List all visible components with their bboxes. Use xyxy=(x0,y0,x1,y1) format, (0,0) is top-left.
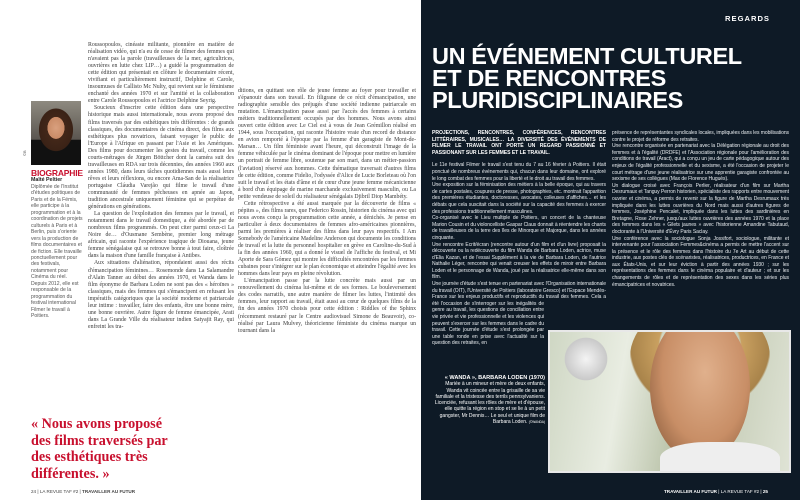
paragraph: Aux situations d'aliénation, répondaient aussi des récits d'émancipation féminines… Rosemonde dans La Salamandre d'Alain Tanner au début des années 1970, et Wanda dans le film éponyme de Barbara Loden ne sont pas des « héroïnes » classiques, mais des femmes qui s'émancipent en refusant les impératifs catégoriques que la société moderne et patriarcale leur intime : travailler, faire des enfants, être une bonne mère, une bonne ouvrière. Autre figure de femme émancipée, Arati dans La Grande Ville du réalisateur indien Satyajit Ray, qui enfreint les tra- xyxy=(88,260,234,330)
paragraph: Une rencontre Ecrit/écran (rencontre autour d'un film et d'un livre) proposait la découverte ou la redécouverte du film Wanda de Barbara Loden, actrice, muse d'Elia Kazan, et de l'essai Supplément à la vie de Barbara Loden, de l'autrice Nathalie Léger, rencontre qui venait creuser les effets de miroir entre Barbara Loden et le personnage de Wanda, joué par la réalisatrice elle-même dans son film. xyxy=(432,241,606,281)
rubric-label: REGARDS xyxy=(725,14,770,23)
section-name: TRAVAILLER AU FUTUR xyxy=(82,489,136,494)
paragraph: Une exposition sur la féminisation des métiers à la belle époque, qui au travers de cartes postales, coupures de presse, photographies, etc. montrait l'apparition des premières étudiantes, doctoresses, avocates, colleuses d'affiches… et les débats que cela suscitait dans la société sur la capacité des femmes à exercer des professions traditionnellement masculines. xyxy=(432,182,606,215)
caption-text: Mariée à un mineur et mère de deux enfants, Wanda vit coincée entre la grisaille de sa vie familiale et la tristesse des terrils pennsylvaniens. Licenciée, refusant les rôles de mère et d'épouse, elle quitte la région en stop et se lie à un petit gangster, Mr Dennis… Le seul et unique film de Barbara Loden. xyxy=(434,381,545,426)
bio-text: Diplômée de l'Institut d'études politiques de Paris et de la Fémis, elle participe à la programmation et à la coordination de projets culturels à Paris et à Berlin, puis s'oriente vers la production de films documentaires et de fiction. Elle travaille ponctuellement pour des festivals, notamment pour Cinéma du réel. Depuis 2012, elle est responsable de la programmation du festival international Filmer le travail à Poitiers. xyxy=(31,184,83,320)
lede: PROJECTIONS, RENCONTRES, CONFÉRENCES, RENCONTRES LITTÉRAIRES, MUSICALES… LA DIVERSITÉ DES ÉVÉNEMENTS DE FILMER LE TRAVAIL ONT PORTÉ UN REGARD PASSIONNÉ ET PASSIONANT SUR LES FEMMES ET LE TRAVAIL. xyxy=(432,130,606,156)
paragraph: La question de l'exploitation des femmes par le travail, et notamment dans le travail domestique, a été abordée par de nombreux films programmés. On peut citer parmi ceux-ci La Noire de… d'Ousmane Sembène, premier long métrage africain, qui raconte l'expérience tragique de Diouana, jeune femme sénégalaise qui se retrouve bonne à tout faire, cloîtrée dans la maison d'une famille française à Antibes. xyxy=(88,211,234,260)
magazine-name: LA REVUE TAF #2 xyxy=(39,489,79,494)
bio-heading: BIOGRAPHIE xyxy=(31,168,83,178)
paragraph: Le 11e festival Filmer le travail s'est tenu du 7 au 16 février à Poitiers. Il était ponctué de nombreux événements qui, chacun dans leur domaine, ont exploré le long combat des femmes pour la liberté et le droit au travail des femmes. xyxy=(432,162,606,182)
page-footer-right: TRAVAILLER AU FUTUR | LA REVUE TAF #2 | 25 xyxy=(663,489,768,494)
photo-caption xyxy=(432,375,545,425)
section-name: TRAVAILLER AU FUTUR xyxy=(663,489,717,494)
paragraph: présence de représentantes syndicales locales, impliquées dans les mobilisations contre le projet de réforme des retraites. xyxy=(612,130,789,143)
article-column-2 xyxy=(238,88,416,335)
paragraph: L'émancipation passe par la lutte concrète mais aussi par un renouvellement du cinéma lui-même et de ses formes. Le bouleversement des codes narratifs, une autre manière de filmer les luttes, l'intimité des femmes, leur rapport au travail, était aussi au cœur de quelques films de la fin des années 1970 choisis pour cette édition : Riddles of the Sphinx (récemment restauré par le Centre audiovisuel Simone de Beauvoir), co-réalisé par Laura Mulvey, théoricienne féministe du cinéma marque un tournant dans la xyxy=(238,278,416,334)
caption-title: « WANDA », BARBARA LODEN (1970) xyxy=(444,375,545,381)
article-title: UN ÉVÉNEMENT CULTUREL ET DE RENCONTRES PLURIDISCIPLINAIRES xyxy=(432,43,742,113)
magazine-name: LA REVUE TAF #2 xyxy=(720,489,760,494)
paragraph: Roussopoulos, cinéaste militante, pionnière en matière de réalisation vidéo, qui n'a eu de cesse de filmer des femmes qui n'avaient pas la parole (travailleuses de la mer, agricultrices, ouvrières en lutte chez LIP…) a guidé la programmation de cette édition qui présentait en clôture le documentaire récent, vivifiant et particulièrement instructif, Delphine et Carole, insoumuses de Callisto Mc Nulty, qui revient sur le féminisme enchanté des années 1970 et sur l'amitié et la collaboration entre Carole Roussopoulos et l'actrice Delphine Seyrig. xyxy=(88,42,234,105)
article-column-2 xyxy=(612,130,789,288)
caption-credit: (©WANDA) xyxy=(528,420,545,425)
paragraph: Soucieux d'inscrire cette édition dans une perspective historique mais aussi internationale, nous avons proposé des films traversés par des esthétiques très différentes : de grands classiques, des documentaires de cinéma direct, des films aux esthétiques plus novatrices, faisant voyager le public de l'Europe à l'Afrique en passant par l'Asie et les Amériques. Des films pour documenter les gestes du travail, comme les courts-métrages de Jürgen Böttcher dont la caméra suit des travailleuses en RDA sur trois décennies, des années 1960 aux années 1980, dans leurs tâches quotidiennes mais aussi leurs rêves et leurs réflexions, ou encore Ama-San de la réalisatrice portugaise Cláudia Varejão qui filme le travail d'une communauté de femmes pêcheuses en apnée au Japon, tradition ancestrale uniquement féminine qui se perpétue de générations en générations. xyxy=(88,105,234,211)
paragraph: Une rencontre organisée en partenariat avec la Délégation régionale au droit des femmes et à l'égalité (DRDFE) et l'Association régionale pour l'amélioration des conditions de travail (Aract), qui a conçu un jeu de carte pédagogique autour des enjeux de l'égalité professionnelle et du sexisme, a été l'occasion de projeter le court métrage d'une jeune réalisatrice sur une apprentie garagiste confrontée au sexisme de ses collègues (Max de Florence Huguès). xyxy=(612,143,789,183)
article-column-1 xyxy=(88,42,234,331)
photo-credit: ©B xyxy=(22,150,27,156)
paragraph: Un dialogue croisé avec François Perlier, réalisateur d'un film sur Martha Desrumaux et Tanguy Perron historien, spécialiste des rapports entre mouvement ouvrier et cinéma, a permis de revenir sur la figure de Martha Desrumaux très impliquée dans les luttes ouvrières du Nord mais aussi d'autres figures de femmes, Joséphine Pencalet, impliquée dans les luttes des sardinières en Bretagne, Rose Zehner, jusqu'aux luttes ouvrières des années 1970 et la place des femmes dans les « Gilets jaunes » avec l'historienne Amandine Tabutaud, doctorante à l'Université d'Évry Paris Saclay. xyxy=(612,182,789,235)
bio-name: Maïté Peltier xyxy=(31,177,63,183)
page-footer-left: 24 | LA REVUE TAF #2 | TRAVAILLER AU FUTUR xyxy=(31,489,136,494)
right-page xyxy=(421,0,800,500)
paragraph: Une journée d'étude s'est tenue en partenariat avec l'Organisation internationale du travail (OIT), l'Université de Poitiers (laboratoire Gresco) et l'Espace Mendès-France sur les enjeux productifs et reproductifs du travail des femmes. Cela a été l'occasion de s'interroger sur les inégalités de genre au travail, les questions de conciliation entre vie privée et vie professionnelle et les violences qui peuvent s'exercer sur les femmes dans le cadre du travail. Cette journée d'étude s'est prolongée par une table ronde en prise avec l'actualité sur la question des retraites, en xyxy=(432,281,606,347)
paragraph: ditions, en quittant son rôle de jeune femme au foyer pour travailler et s'épanouir dans son travail. En filigrane de ce récit d'émancipation, une radiographie sensible des préjugés d'une société indienne patriarcale en mutation. L'émancipation passe aussi par l'accès des femmes à certains métiers traditionnellement occupés par des hommes. Nous avons ainsi ouvert cette édition avec Le Ciel est à vous de Jean Grémillon réalisé en 1944, sous l'occupation, qui raconte l'histoire vraie d'un record de distance en avion remporté à l'époque par la femme d'un garagiste de Mont-de-Marsan… Un film féministe avant l'heure, qui déconstruit l'image de la femme véhiculée par le cinéma dominant de l'époque pour mettre en lumière un portrait de femme libre, soutenue par son mari, dans un métier-passion (l'aviation) réservé aux hommes. Cette thématique traversait d'autres films de cette édition, comme Fidelio, l'odyssée d'Alice de Lucie Borleteau où l'on suit le travail et les états d'âme et de cœur d'une jeune femme mécanicienne à bord d'un équipage de marine marchande exclusivement masculin, ou La petite vendeuse de soleil du réalisateur sénégalais Djibril Diop Mambéty. xyxy=(238,88,416,200)
paragraph: Une conférence avec la sociologue Sonja Jossifort, sociologue, militante et intervenante pour l'association Femmes&cinéma a permis de mettre l'accent sur la présence et le rôle des femmes dans l'histoire du 7e Art au début de cette industrie, aux postes clés de scénaristes, réalisatrices, productrices, en France et aux États-Unis, et sur leur éviction à partir des années 1930 ; sur les représentations des femmes dans le cinéma populaire et d'auteur ; et sur les changements de rôles et de représentation des sexes dans les séries plus émancipatrices et novatrices. xyxy=(612,235,789,288)
page-number: 25 xyxy=(762,489,768,494)
paragraph: Co-organisé avec le Lieu multiple de Poitiers, un concert de la chanteuse Marion Cousin et du violoncelliste Gaspar Claus donnait à réentendre les chants de travailleuses de la terre des îles de Minorque et Majorque, dans les années cinquante. xyxy=(432,215,606,241)
pull-quote: « Nous avons proposé des films traversés par des esthétiques très différentes. » xyxy=(31,416,168,482)
author-portrait xyxy=(31,101,81,165)
paragraph: Cette rétrospective a été aussi marquée par la découverte de films « pépites », des films rares, que Federico Rossin, historien du cinéma avec qui nous avons conçu la programmation cette année, a dénichés. Je pense en particulier à deux documentaires de femmes afro-américaines pionnières, parmi les premières à réaliser des films dans leur pays respectifs. I Am Somebody de l'américaine Madeline Anderson qui documente les conditions de travail et la lutte du personnel hospitalier en grève en Caroline-du-Sud à la fin des années 1960, qui a donné le visuel de l'affiche du festival, et Mi Aporte de Sara Gómez qui montre les difficultés rencontrées par les femmes cubaines pour s'intégrer sur le plan économique et atteindre l'égalité avec les hommes dans leur pays en pleine révolution. xyxy=(238,200,416,278)
page-number: 24 xyxy=(31,489,37,494)
film-still-wanda xyxy=(548,330,791,473)
